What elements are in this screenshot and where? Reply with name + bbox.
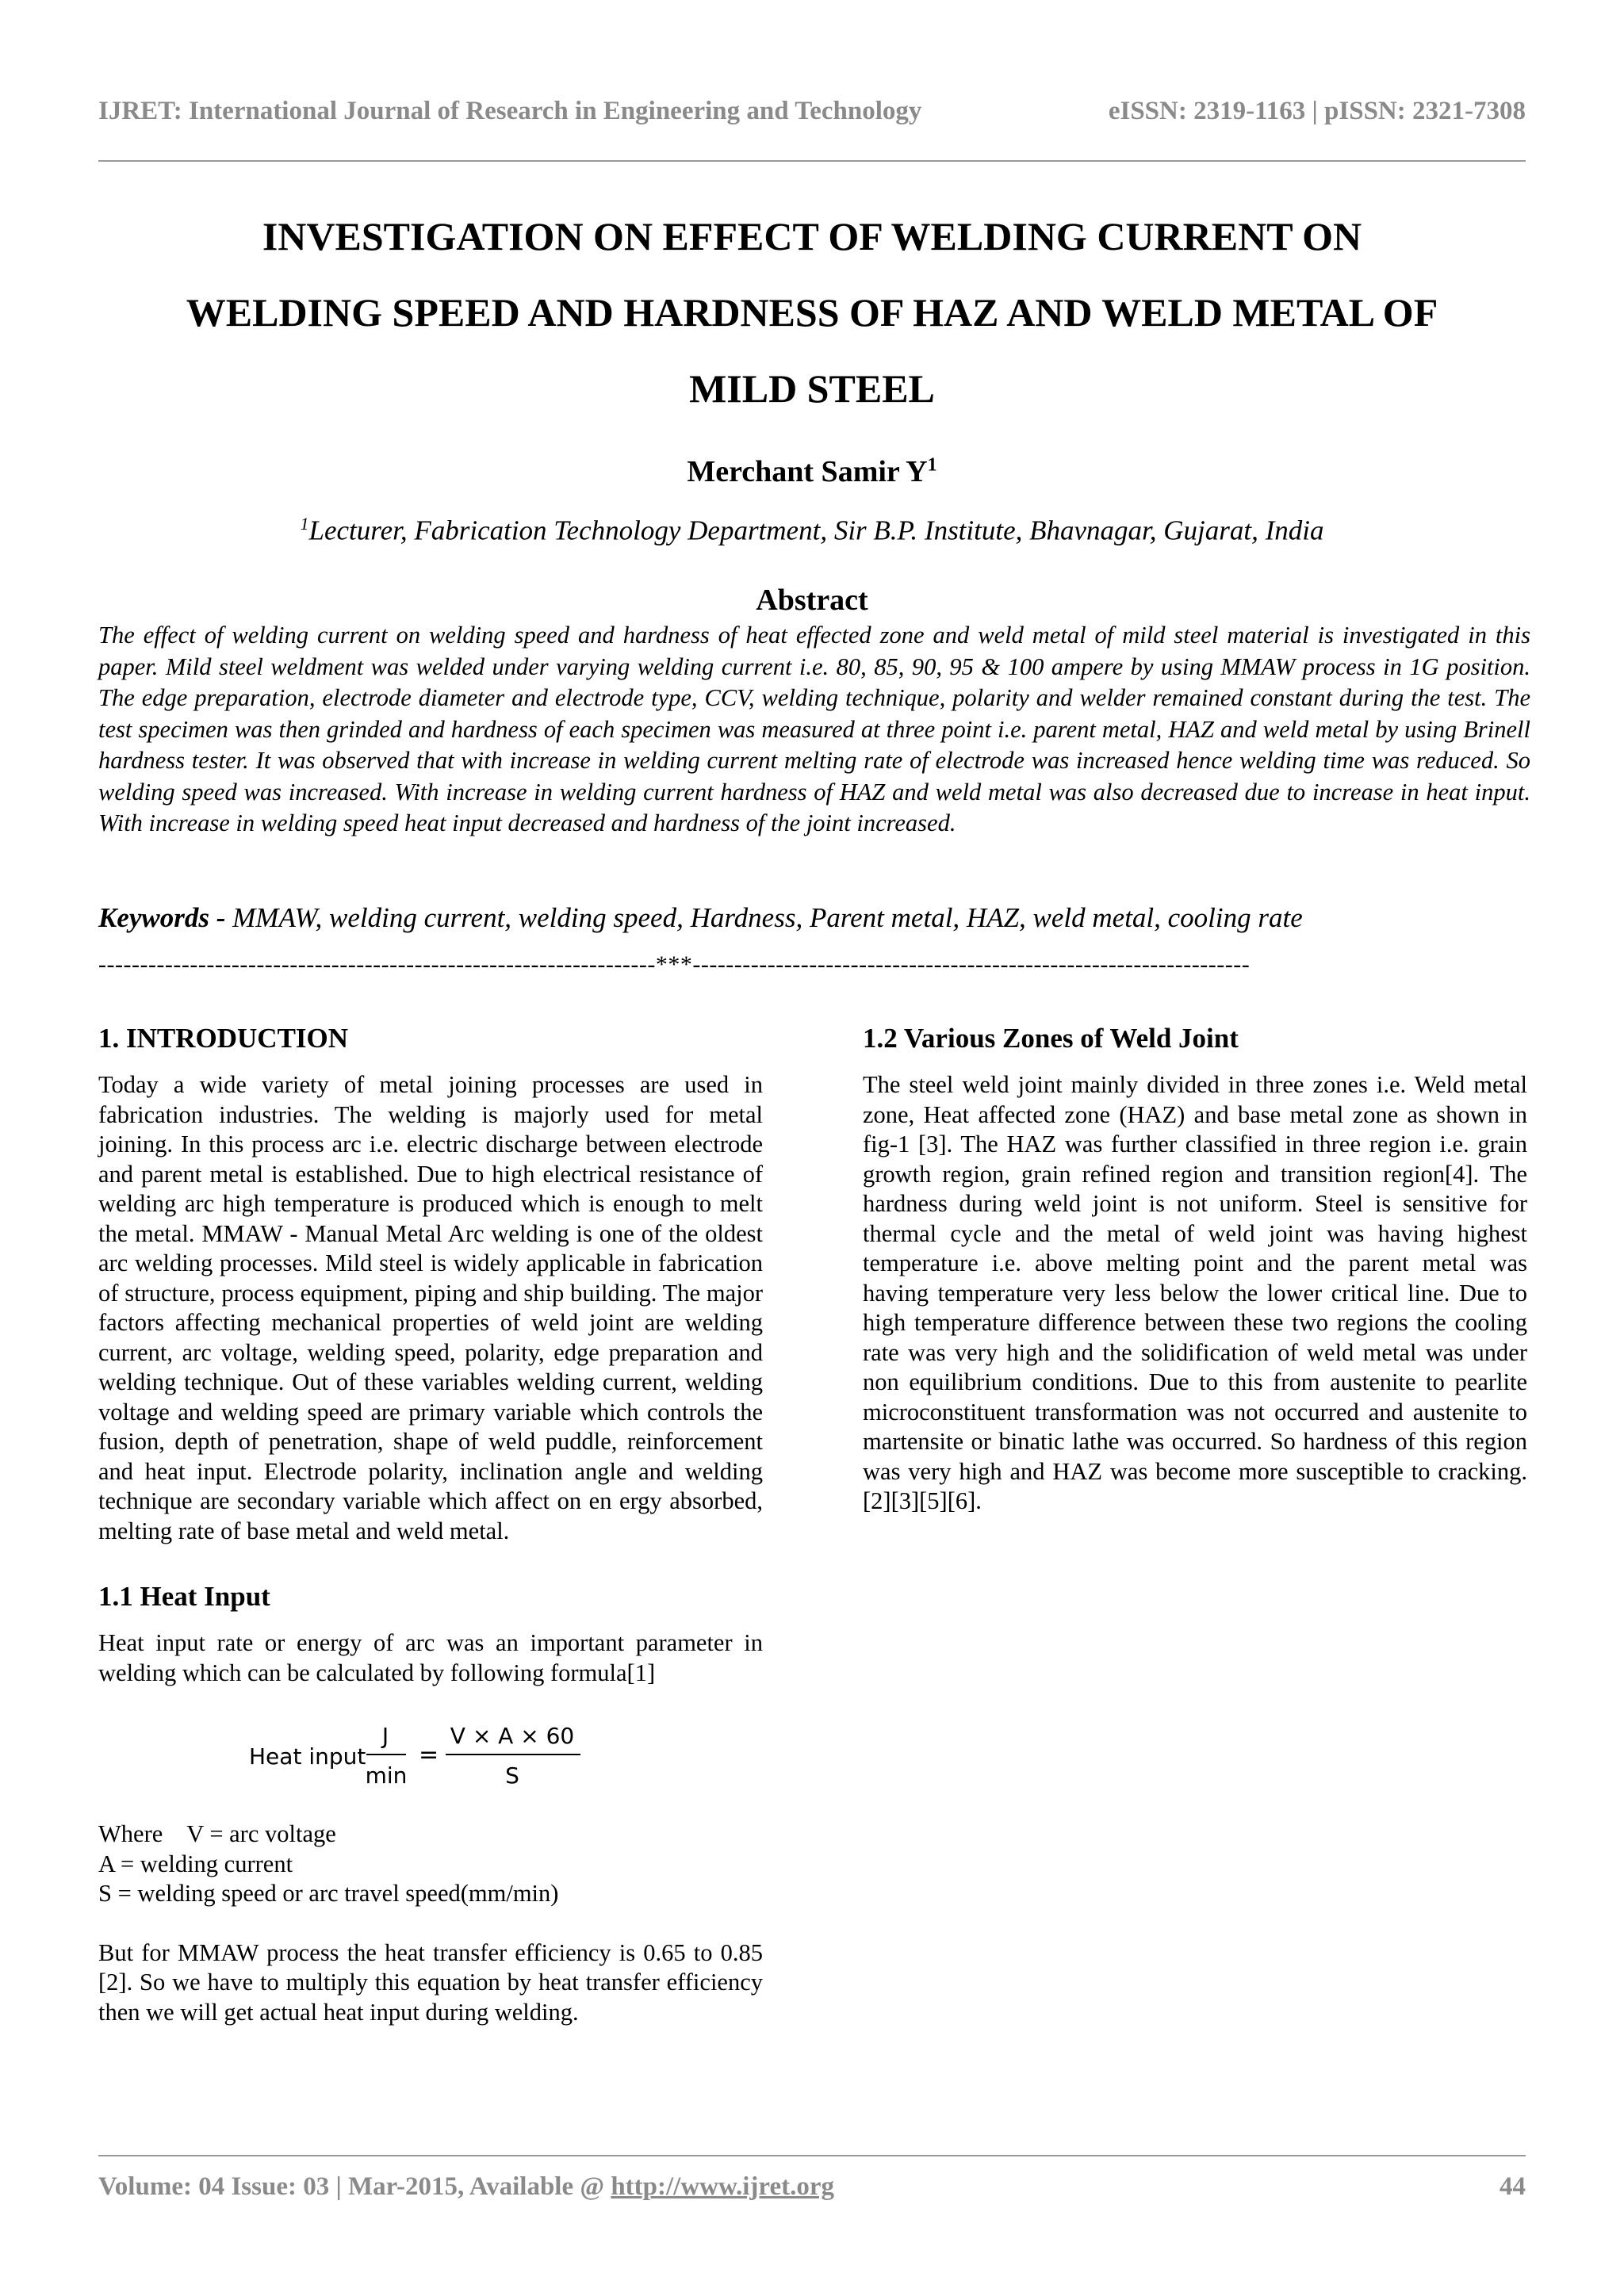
intro-heading: 1. INTRODUCTION [98, 1023, 349, 1054]
formula-legend [98, 1820, 763, 1909]
legend-line-a: A = welding current [98, 1850, 293, 1877]
keywords [98, 902, 1530, 934]
legend-line-s: S = welding speed or arc travel speed(mm/min) [98, 1880, 559, 1907]
zones-body: The steel weld joint mainly divided in three zones i.e. Weld metal zone, Heat affected zone (HAZ) and base metal zone as shown in fig-1 [3]. The HAZ was further classified in three region i.e. grain growth region, grain refined region and transition region[4]. The hardness during weld joint is not uniform. Steel is sensitive for thermal cycle and the metal of weld joint was having highest temperature i.e. above melting point and the parent metal was having temperature very less below the lower critical line. Due to high temperature difference between these two regions the cooling rate was very high and the solidification of weld metal was under non equilibrium conditions. Due to this from austenite to pearlite microconstituent transformation was not occurred and austenite to martensite or binatic lathe was occurred. So hardness of this region was very high and HAZ was become more susceptible to cracking. [2][3][5][6]. [863, 1071, 1527, 1514]
formula-denominator: S [505, 1762, 519, 1789]
heat-input-formula [98, 1716, 763, 1796]
keywords-text: MMAW, welding current, welding speed, Hardness, Parent metal, HAZ, weld metal, cooling rate [225, 902, 1303, 933]
author-name: Merchant Samir Y [687, 455, 928, 488]
abstract-body: The effect of welding current on welding speed and hardness of heat effected zone and weld metal of mild steel material is investigated in this paper. Mild steel weldment was welded under varying welding current i.e. 80, 85, 90, 95 & 100 ampere by using MMAW process in 1G position. The edge preparation, electrode diameter and electrode type, CCV, welding technique, polarity and welder remained constant during the test. The test specimen was then grinded and hardness of each specimen was measured at three point i.e. parent metal, HAZ and weld metal by using Brinell hardness tester. It was observed that with increase in welding current melting rate of electrode was increased hence welding time was reduced. So welding speed was increased. With increase in welding current hardness of HAZ and weld metal was also decreased due to increase in heat input. With increase in welding speed heat input decreased and hardness of the joint increased. [98, 622, 1530, 836]
formula-equals: = [419, 1741, 439, 1769]
heat-input-after: But for MMAW process the heat transfer efficiency is 0.65 to 0.85 [2]. So we have to multiply this equation by heat transfer efficiency then we will get actual heat input during welding. [98, 1938, 763, 2026]
author [0, 454, 1624, 489]
author-sup: 1 [927, 454, 937, 476]
issn-info: eISSN: 2319-1163 | pISSN: 2321-7308 [1108, 97, 1526, 125]
page-footer [98, 2172, 1526, 2202]
legend-line-v: Where V = arc voltage [98, 1820, 336, 1847]
right-column [863, 1023, 1527, 1517]
title-line-2: WELDING SPEED AND HARDNESS OF HAZ AND WELD METAL OF [186, 290, 1438, 335]
section-separator: -------------------------------------------------------------------***------------------------------------------------------------------- [98, 951, 1251, 978]
header-rule [98, 160, 1526, 162]
keywords-label: Keywords - [98, 902, 226, 933]
heat-input-intro: Heat input rate or energy of arc was an important parameter in welding which can be calculated by following formula[1] [98, 1629, 763, 1686]
paper-title [87, 198, 1537, 427]
footer-rule [98, 2155, 1526, 2156]
affiliation-text: Lecturer, Fabrication Technology Department, Sir B.P. Institute, Bhavnagar, Gujarat, India [308, 515, 1324, 546]
formula-graphic [249, 1716, 630, 1796]
title-line-3: MILD STEEL [689, 366, 935, 411]
footer-volume [98, 2172, 834, 2202]
formula-numerator: V × A × 60 [450, 1723, 575, 1749]
title-line-1: INVESTIGATION ON EFFECT OF WELDING CURRENT ON [262, 214, 1362, 258]
zones-heading: 1.2 Various Zones of Weld Joint [863, 1023, 1239, 1054]
footer-volume-text: Volume: 04 Issue: 03 | Mar-2015, Available @ [98, 2172, 611, 2201]
abstract-heading: Abstract [756, 584, 868, 617]
affiliation [0, 514, 1624, 547]
journal-link[interactable]: http://www.ijret.org [611, 2172, 834, 2201]
formula-label: Heat input [249, 1743, 366, 1770]
heat-input-heading: 1.1 Heat Input [98, 1581, 270, 1612]
formula-unit-den: min [365, 1762, 408, 1789]
journal-name: IJRET: International Journal of Research in Engineering and Technology [98, 97, 922, 125]
affiliation-sup: 1 [300, 514, 309, 534]
intro-body: Today a wide variety of metal joining processes are used in fabrication industries. The welding is majorly used for metal joining. In this process arc i.e. electric discharge between electrode and parent metal is established. Due to high electrical resistance of welding arc high temperature is produced which is enough to melt the metal. MMAW - Manual Metal Arc welding is one of the oldest arc welding processes. Mild steel is widely applicable in fabrication of structure, process equipment, piping and ship building. The major factors affecting mechanical properties of weld joint are welding current, arc voltage, welding speed, polarity, edge preparation and welding technique. Out of these variables welding current, welding voltage and welding speed are primary variable which controls the fusion, depth of penetration, shape of weld puddle, reinforcement and heat input. Electrode polarity, inclination angle and welding technique are secondary variable which affect on en ergy absorbed, melting rate of base metal and weld metal. [98, 1071, 763, 1544]
formula-unit-num: J [381, 1723, 389, 1749]
page-number: 44 [1500, 2172, 1526, 2201]
running-header [98, 97, 1526, 126]
left-column [98, 1023, 763, 2027]
